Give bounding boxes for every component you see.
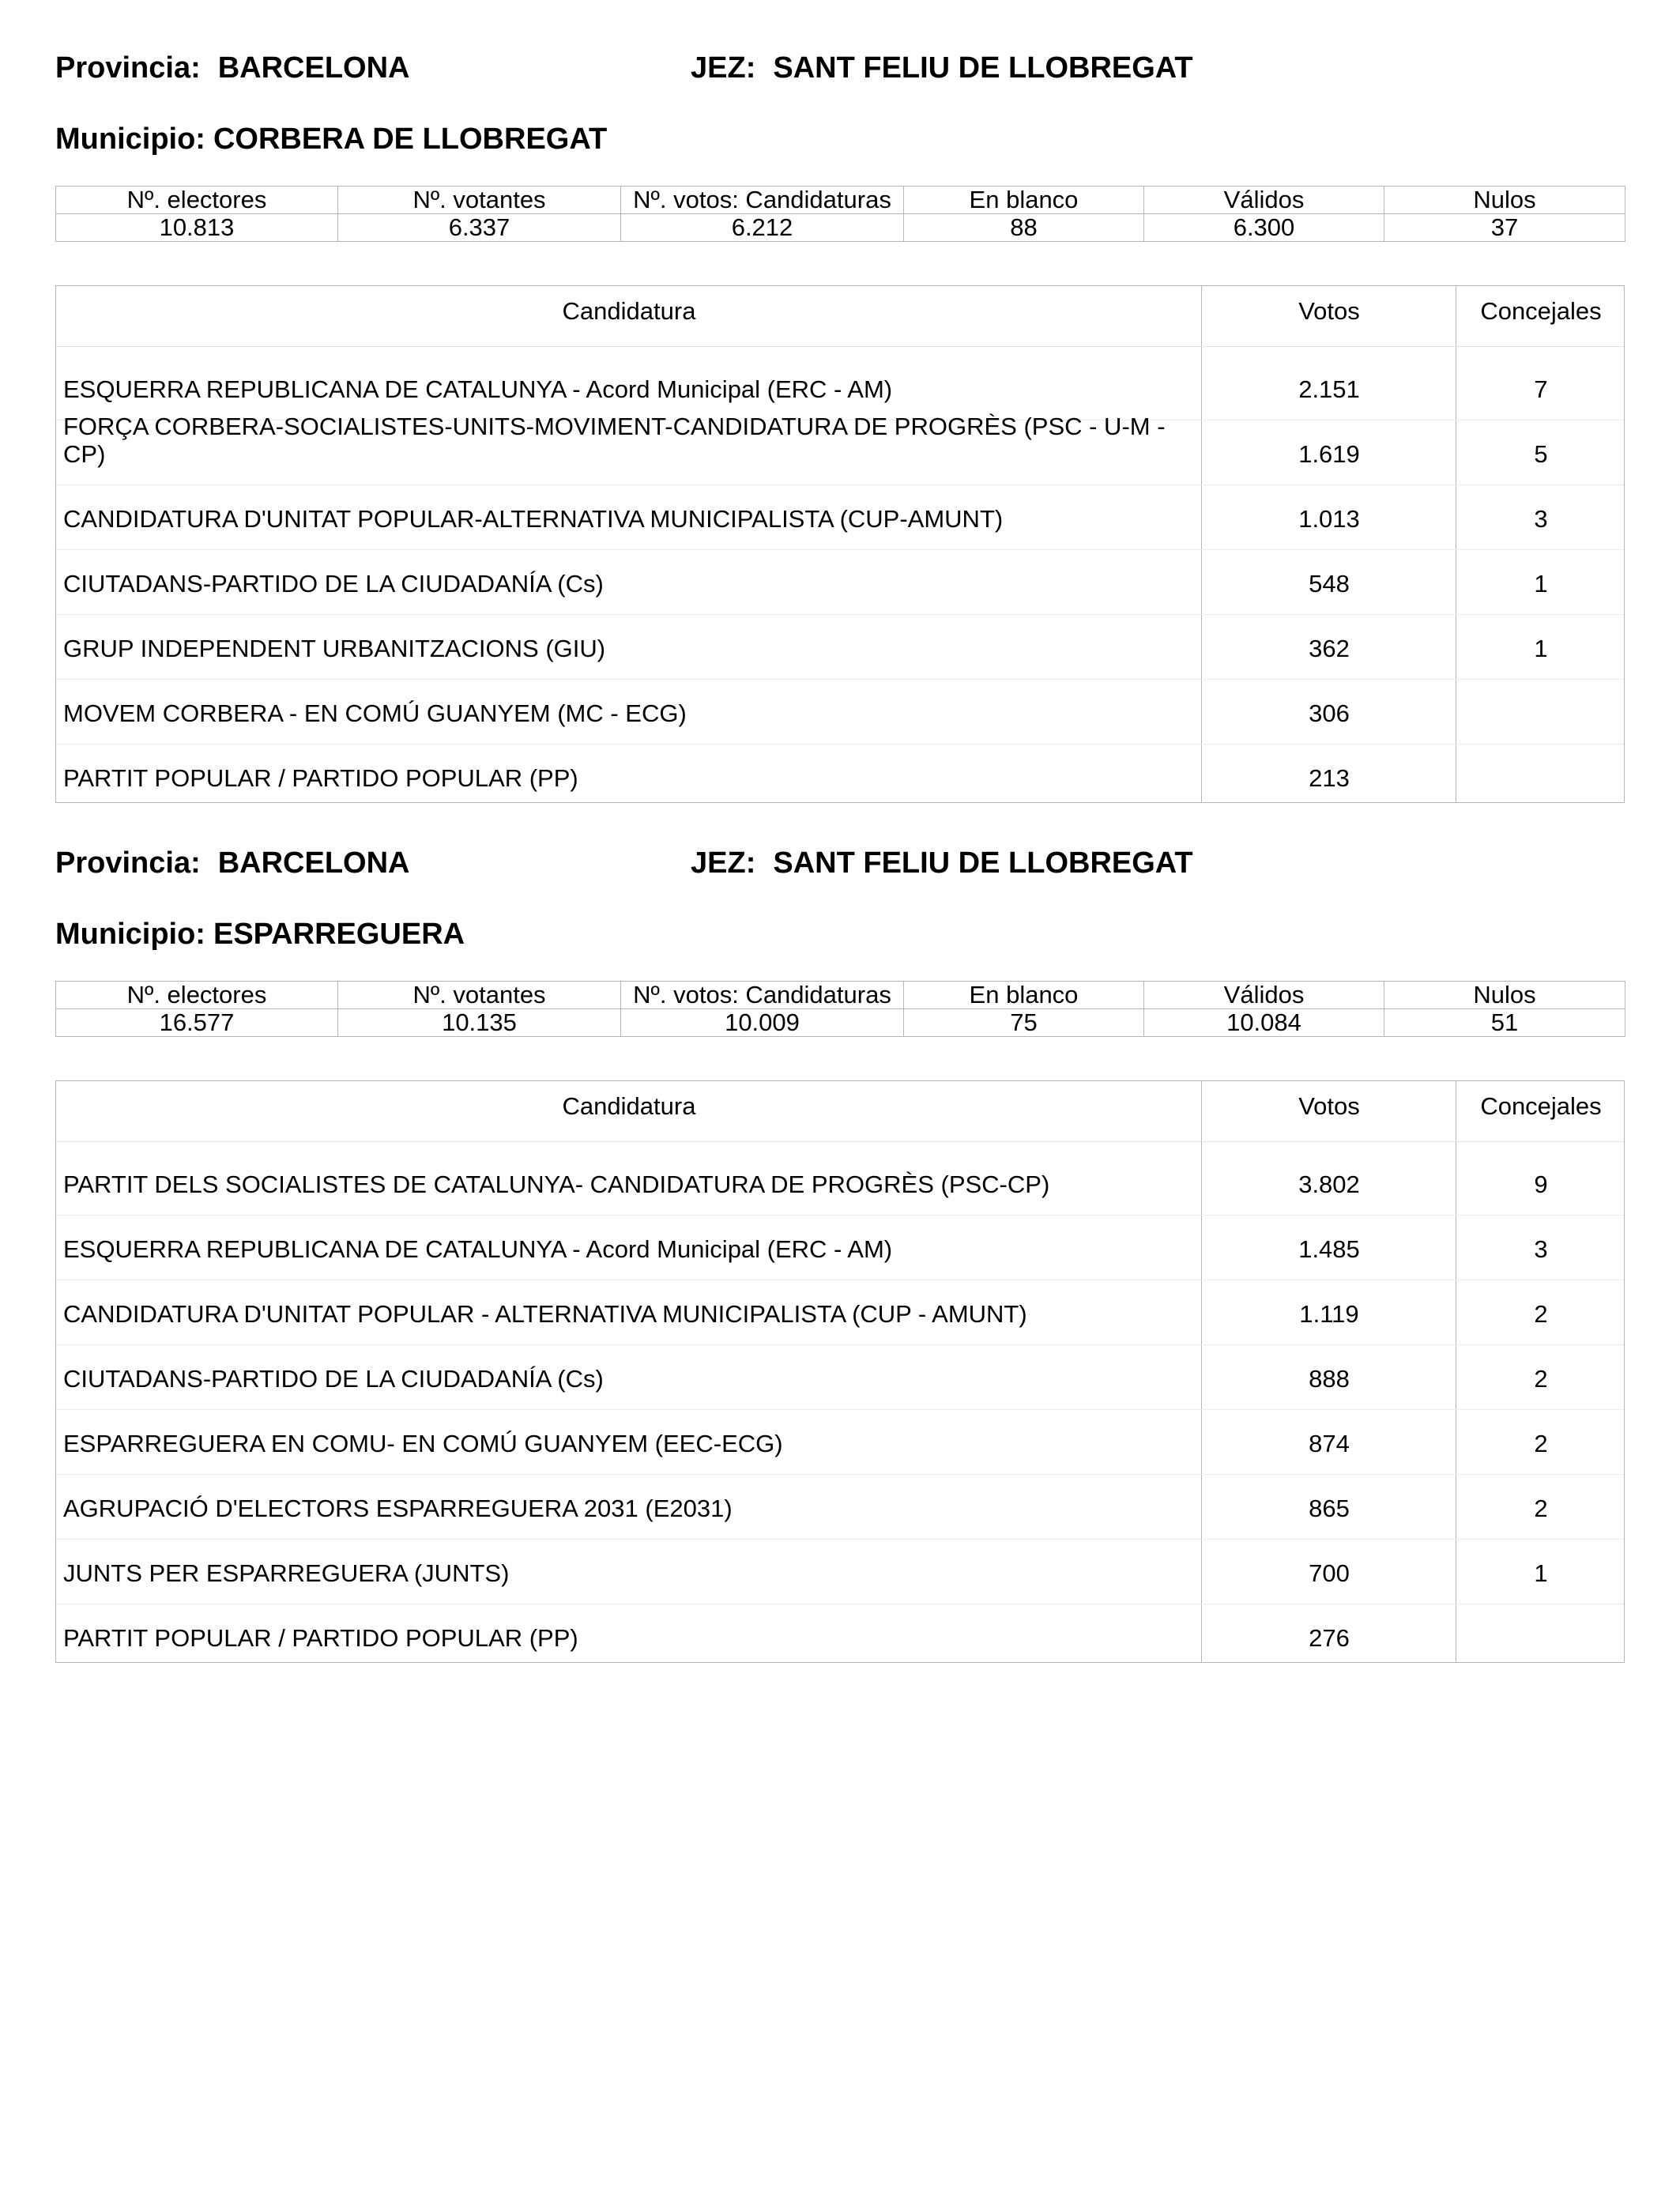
municipio-heading: [55, 919, 465, 949]
concejales-value: 1: [1534, 570, 1548, 598]
stats-header-cell: Válidos: [1144, 187, 1384, 214]
stats-header-cell: Nº. votantes: [338, 982, 621, 1009]
concejales-header: Concejales: [1480, 297, 1602, 325]
concejales-value: 2: [1534, 1495, 1548, 1522]
stats-header-cell: Nº. votos: Candidaturas: [621, 187, 904, 214]
candidates-table: [55, 1080, 1625, 1663]
jez-label: JEZ:: [691, 51, 756, 85]
votos-value: 1.119: [1299, 1300, 1359, 1328]
municipio-label: Municipio:: [55, 918, 205, 951]
jez-heading: [691, 848, 1193, 878]
candidatura-name: ESPARREGUERA EN COMU- EN COMÚ GUANYEM (EEC-ECG): [63, 1430, 783, 1457]
votos-value: 306: [1309, 699, 1350, 727]
municipio-value: CORBERA DE LLOBREGAT: [213, 123, 608, 156]
votos-value: 548: [1309, 570, 1350, 598]
provincia-heading: [55, 53, 410, 83]
stats-header-cell: Nº. votantes: [338, 187, 621, 214]
stats-table: [55, 186, 1625, 242]
table-row: [56, 615, 1624, 680]
stats-value-cell: 88: [904, 214, 1144, 242]
votos-header: Votos: [1298, 1092, 1360, 1120]
votos-value: 888: [1309, 1365, 1350, 1393]
table-row: [56, 1540, 1624, 1604]
header-divider: [56, 1141, 1624, 1142]
candidatura-name: AGRUPACIÓ D'ELECTORS ESPARREGUERA 2031 (E2031): [63, 1495, 733, 1522]
stats-value-cell: 37: [1384, 214, 1625, 242]
votos-value: 1.485: [1298, 1235, 1360, 1263]
concejales-value: 3: [1534, 505, 1548, 533]
stats-value-cell: 10.135: [338, 1009, 621, 1037]
table-row: [56, 550, 1624, 615]
provincia-value: BARCELONA: [217, 51, 410, 85]
concejales-value: 9: [1534, 1171, 1548, 1198]
stats-header-cell: Válidos: [1144, 982, 1384, 1009]
jez-heading: [691, 53, 1193, 83]
candidatura-name: GRUP INDEPENDENT URBANITZACIONS (GIU): [63, 635, 606, 662]
concejales-value: 7: [1534, 375, 1548, 403]
table-row: [56, 485, 1624, 550]
votos-value: 1.013: [1298, 505, 1360, 533]
stats-value-cell: 6.300: [1144, 214, 1384, 242]
stats-value-cell: 6.337: [338, 214, 621, 242]
provincia-heading: [55, 848, 410, 878]
concejales-value: 1: [1534, 635, 1548, 662]
stats-header-cell: Nº. votos: Candidaturas: [621, 982, 904, 1009]
candidatura-name: ESQUERRA REPUBLICANA DE CATALUNYA - Acord Municipal (ERC - AM): [63, 1235, 893, 1263]
candidatura-name: CANDIDATURA D'UNITAT POPULAR - ALTERNATIVA MUNICIPALISTA (CUP - AMUNT): [63, 1300, 1027, 1328]
candidatura-name: ESQUERRA REPUBLICANA DE CATALUNYA - Acord Municipal (ERC - AM): [63, 375, 893, 403]
stats-value-cell: 10.009: [621, 1009, 904, 1037]
concejales-value: 2: [1534, 1430, 1548, 1457]
table-row: [56, 1216, 1624, 1280]
candidatura-name: PARTIT POPULAR / PARTIDO POPULAR (PP): [63, 1624, 578, 1652]
votos-value: 865: [1309, 1495, 1350, 1522]
stats-header-cell: Nº. electores: [56, 982, 338, 1009]
votos-value: 3.802: [1298, 1171, 1360, 1198]
stats-value-cell: 10.084: [1144, 1009, 1384, 1037]
header-divider: [56, 346, 1624, 347]
votos-value: 874: [1309, 1430, 1350, 1457]
jez-label: JEZ:: [691, 846, 756, 880]
candidatura-header: Candidatura: [562, 297, 696, 325]
votos-value: 2.151: [1298, 375, 1360, 403]
stats-header-cell: Nulos: [1384, 187, 1625, 214]
votos-value: 700: [1309, 1559, 1350, 1587]
municipio-label: Municipio:: [55, 123, 205, 156]
provincia-value: BARCELONA: [217, 846, 410, 880]
table-row: [56, 356, 1624, 420]
provincia-label: Provincia:: [55, 51, 201, 85]
provincia-label: Provincia:: [55, 846, 201, 880]
stats-header-row: [56, 982, 1625, 1009]
stats-value-row: [56, 1009, 1625, 1037]
municipio-heading: [55, 124, 607, 154]
candidates-table: [55, 285, 1625, 803]
candidatura-name: PARTIT POPULAR / PARTIDO POPULAR (PP): [63, 764, 578, 792]
stats-header-cell: En blanco: [904, 187, 1144, 214]
table-row: [56, 1604, 1624, 1669]
jez-value: SANT FELIU DE LLOBREGAT: [773, 51, 1193, 85]
stats-value-cell: 16.577: [56, 1009, 338, 1037]
votos-value: 1.619: [1298, 440, 1360, 468]
stats-value-cell: 51: [1384, 1009, 1625, 1037]
votos-value: 276: [1309, 1624, 1350, 1652]
stats-header-row: [56, 187, 1625, 214]
concejales-value: 3: [1534, 1235, 1548, 1263]
stats-table: [55, 981, 1625, 1037]
table-row: [56, 680, 1624, 745]
concejales-value: 1: [1534, 1559, 1548, 1587]
stats-value-cell: 6.212: [621, 214, 904, 242]
stats-header-cell: Nulos: [1384, 982, 1625, 1009]
stats-header-cell: Nº. electores: [56, 187, 338, 214]
concejales-value: 5: [1534, 440, 1548, 468]
concejales-header: Concejales: [1480, 1092, 1602, 1120]
stats-value-row: [56, 214, 1625, 242]
table-row: [56, 1151, 1624, 1216]
candidatura-header: Candidatura: [562, 1092, 696, 1120]
table-row: [56, 413, 1624, 485]
candidatura-name: FORÇA CORBERA-SOCIALISTES-UNITS-MOVIMENT-CANDIDATURA DE PROGRÈS (PSC - U-M - CP): [63, 413, 1166, 468]
candidatura-name: JUNTS PER ESPARREGUERA (JUNTS): [63, 1559, 510, 1587]
stats-value-cell: 10.813: [56, 214, 338, 242]
concejales-value: 2: [1534, 1300, 1548, 1328]
table-row: [56, 1345, 1624, 1410]
candidatura-name: CIUTADANS-PARTIDO DE LA CIUDADANÍA (Cs): [63, 1365, 604, 1393]
concejales-value: 2: [1534, 1365, 1548, 1393]
table-row: [56, 745, 1624, 809]
jez-value: SANT FELIU DE LLOBREGAT: [773, 846, 1193, 880]
votos-value: 213: [1309, 764, 1350, 792]
candidatura-name: MOVEM CORBERA - EN COMÚ GUANYEM (MC - ECG): [63, 699, 687, 727]
candidatura-name: CIUTADANS-PARTIDO DE LA CIUDADANÍA (Cs): [63, 570, 604, 598]
candidatura-name: CANDIDATURA D'UNITAT POPULAR-ALTERNATIVA MUNICIPALISTA (CUP-AMUNT): [63, 505, 1004, 533]
candidatura-name: PARTIT DELS SOCIALISTES DE CATALUNYA- CANDIDATURA DE PROGRÈS (PSC-CP): [63, 1171, 1050, 1198]
stats-header-cell: En blanco: [904, 982, 1144, 1009]
table-row: [56, 1410, 1624, 1475]
municipio-value: ESPARREGUERA: [213, 918, 465, 951]
table-row: [56, 1280, 1624, 1345]
stats-value-cell: 75: [904, 1009, 1144, 1037]
votos-header: Votos: [1298, 297, 1360, 325]
votos-value: 362: [1309, 635, 1350, 662]
table-row: [56, 1475, 1624, 1540]
